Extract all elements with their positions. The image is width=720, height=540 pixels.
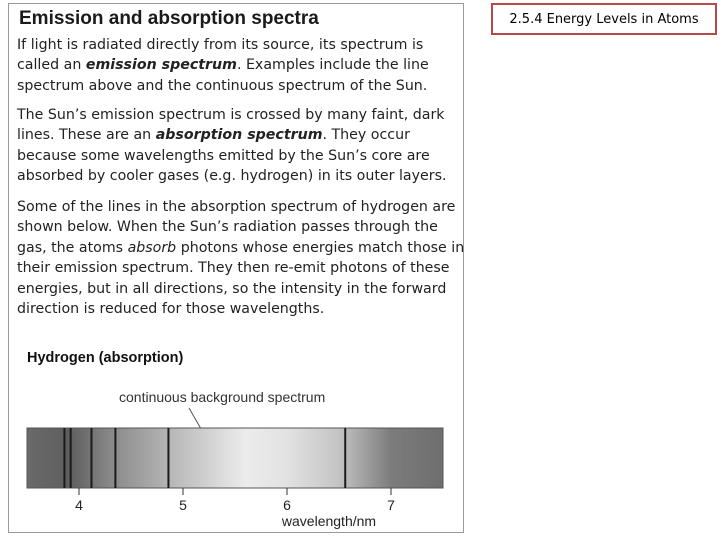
tick-label: 7	[387, 497, 395, 513]
hydrogen-absorption-spectrum	[9, 4, 465, 534]
term-emission-spectrum: emission spectrum	[85, 57, 237, 74]
tick-label: 6	[283, 497, 291, 513]
wavelength-axis	[75, 488, 395, 513]
term-absorb: absorb	[127, 239, 177, 256]
term-absorption-spectrum: absorption spectrum	[155, 127, 323, 144]
paragraph-absorption: The Sun’s emission spectrum is crossed by many faint, dark lines. These are an absorption spectrum. They occur because some wavelengths emitted by the Sun’s core are absorbed by cooler gases (e.g. hydrogen) in its outer layers.	[17, 107, 447, 185]
section-heading: Emission and absorption spectra	[19, 8, 319, 29]
tick-label: 4	[75, 497, 83, 513]
paragraph-hydrogen: Some of the lines in the absorption spectrum of hydrogen are shown below. When the Sun’s radiation passes through the gas, the atoms absorb photons whose energies match those in their emission spectrum. They then re-emit photons of these energies, but in all directions, so the intensity in the forward direction is reduced for those wavelengths.	[17, 199, 465, 318]
background-spectrum-annotation: continuous background spectrum	[119, 389, 326, 405]
textbook-page	[8, 3, 464, 533]
spectrum-band	[27, 428, 443, 488]
slide-title: 2.5.4 Energy Levels in Atoms	[491, 3, 717, 35]
paragraph-emission: If light is radiated directly from its source, its spectrum is called an emission spectrum. Examples include the line spectrum above and the continuous spectrum of the Sun.	[17, 37, 429, 94]
tick-label: 5	[179, 497, 187, 513]
figure-title: Hydrogen (absorption)	[27, 350, 184, 366]
axis-label: wavelength/nm	[281, 513, 377, 529]
